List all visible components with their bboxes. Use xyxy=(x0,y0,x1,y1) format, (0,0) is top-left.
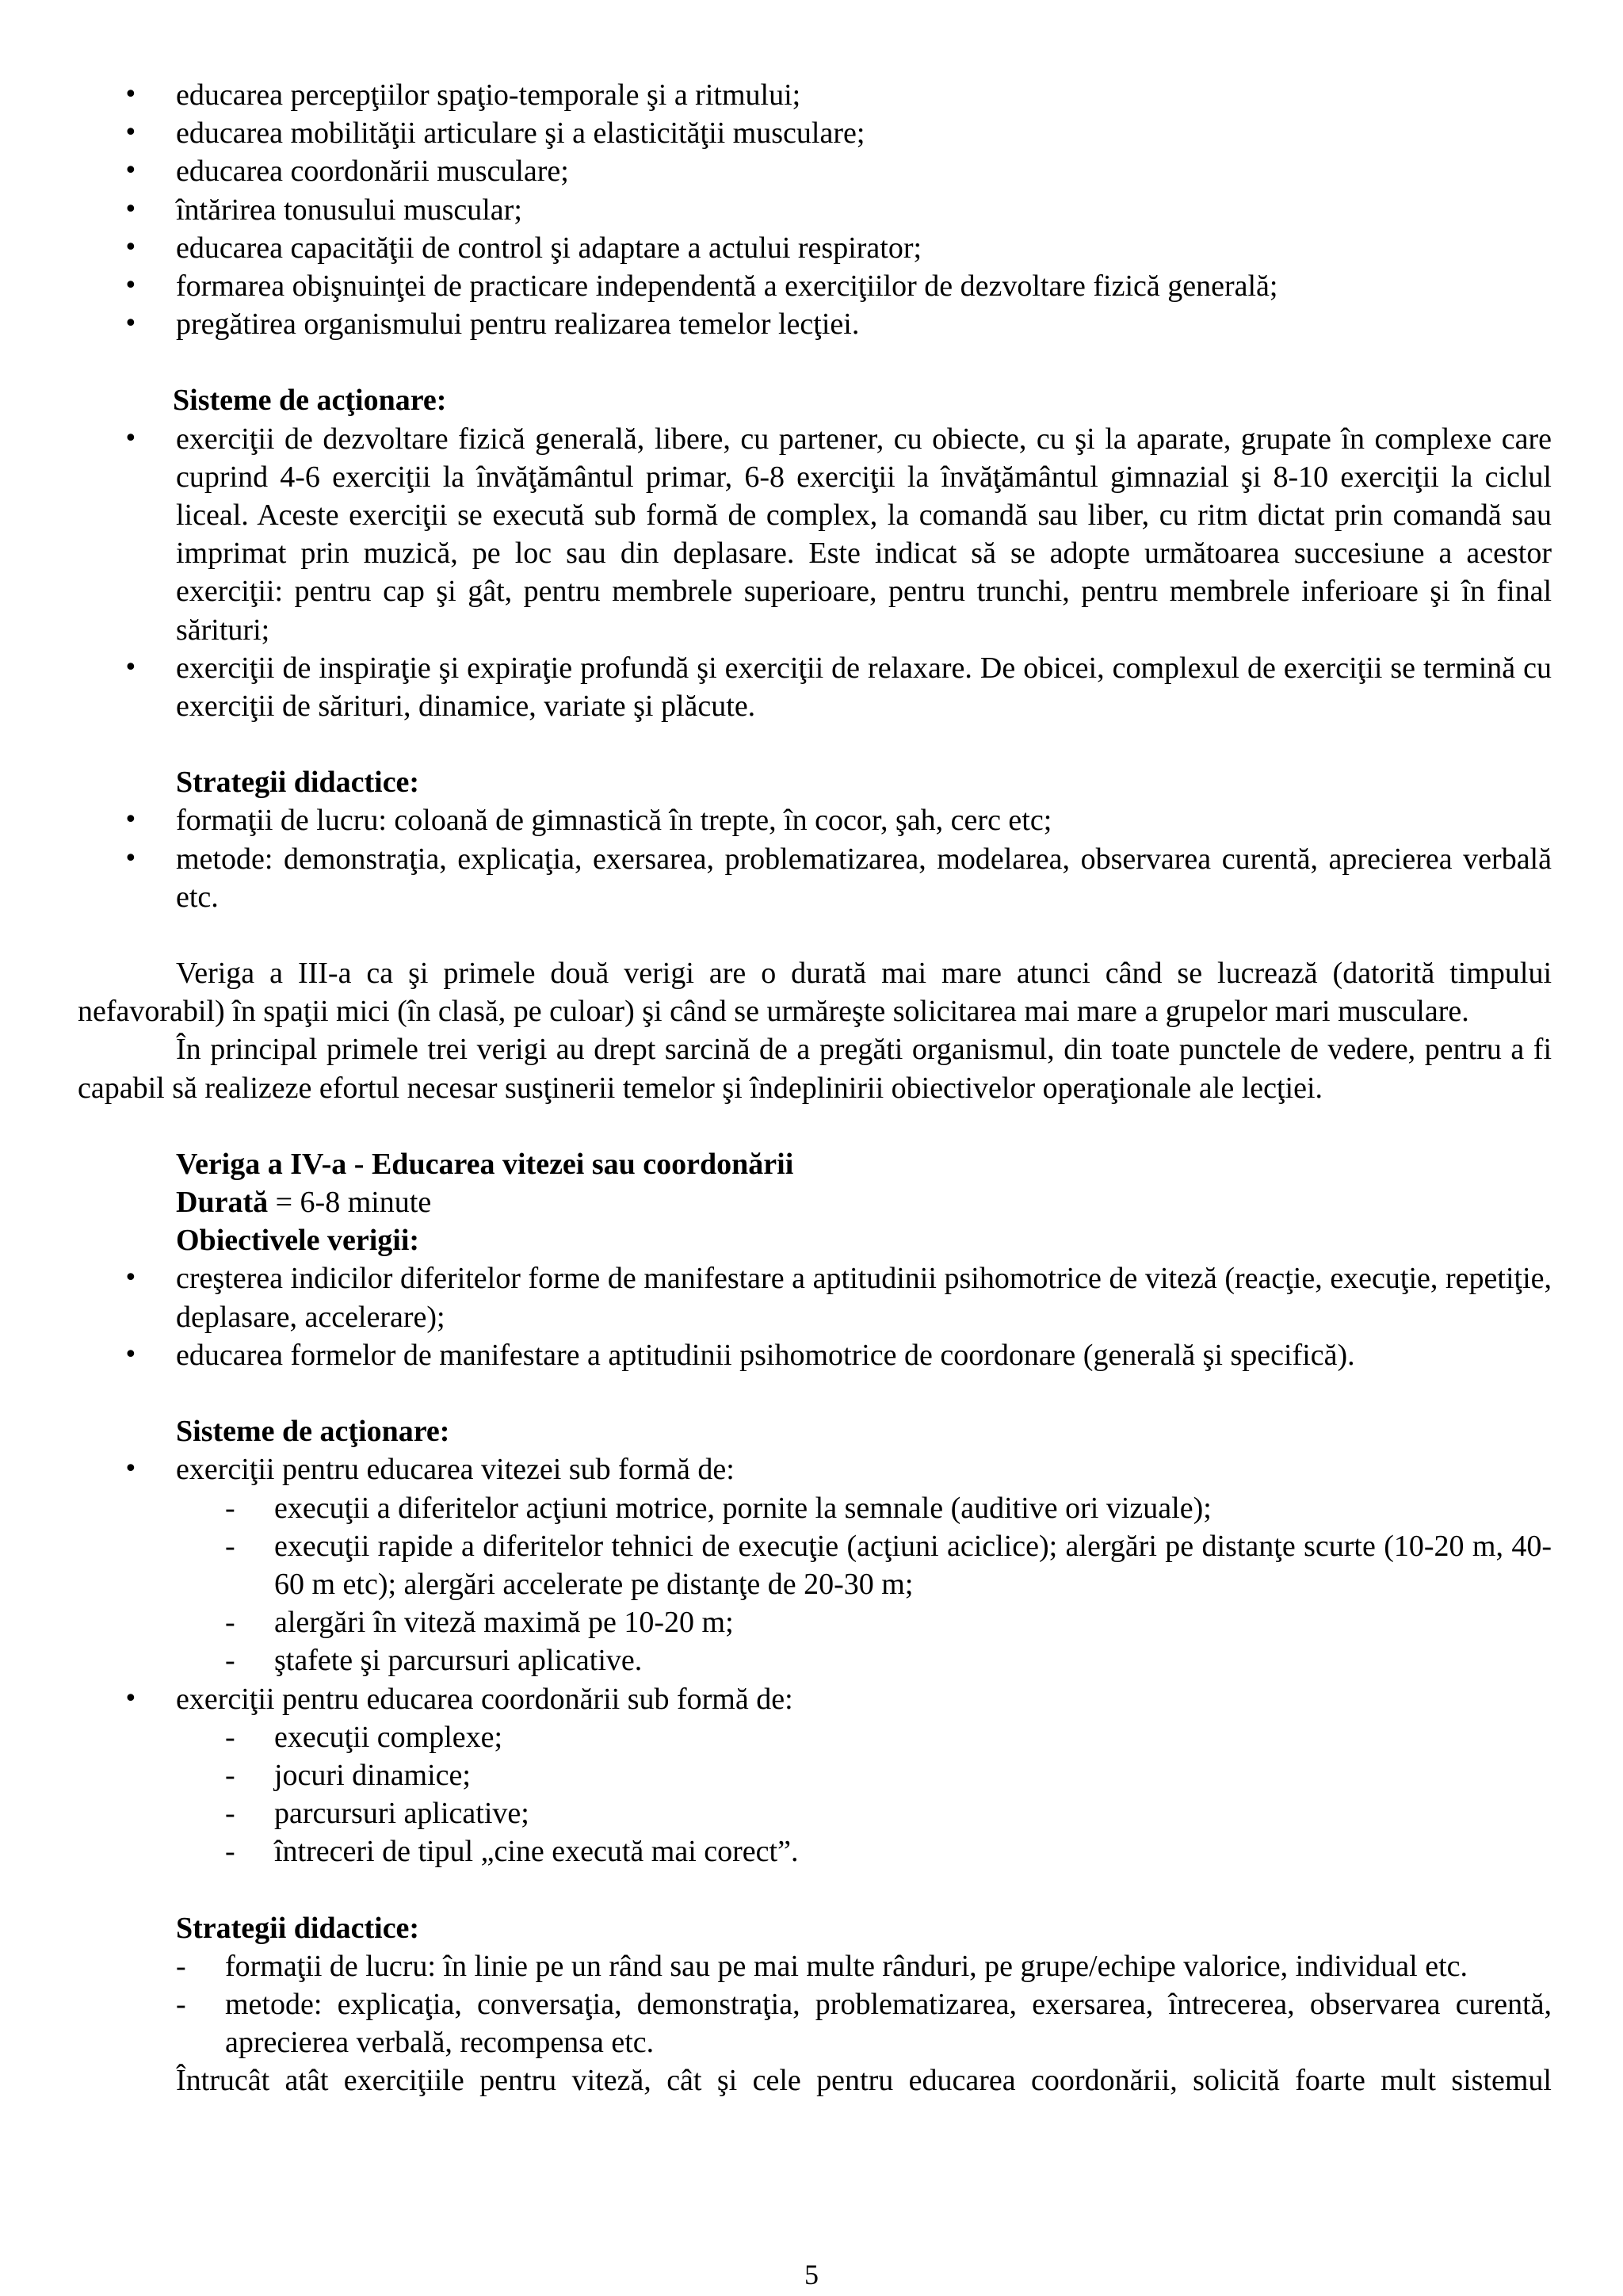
list-item: • exerciţii pentru educarea vitezei sub formă de: xyxy=(78,1450,1552,1488)
sub-list-item: - ştafete şi parcursuri aplicative. xyxy=(78,1641,1552,1679)
list-item: • exerciţii de inspiraţie şi expiraţie profundă şi exerciţii de relaxare. De obicei, complexul de exerciţii se termină cu exerciţii de sărituri, dinamice, variate şi plăcute. xyxy=(78,649,1552,725)
durata-line xyxy=(78,1183,1552,1221)
sub-list-item: - execuţii a diferitelor acţiuni motrice, pornite la semnale (auditive ori vizuale); xyxy=(78,1489,1552,1527)
durata-value: = 6-8 minute xyxy=(268,1186,432,1220)
objectives-list xyxy=(78,76,1552,343)
final-line: Întrucât atât exerciţiile pentru viteză, cât şi cele pentru educarea coordonării, solicită foarte mult sistemul xyxy=(176,2064,1552,2098)
list-item: • exerciţii de dezvoltare fizică generală, libere, cu partener, cu obiecte, cu şi la aparate, grupate în complexe care cuprind 4-6 exerciţii la învăţământul primar, 6-8 exerciţii la învăţământul gimnazial şi 8-10 exerciţii la ciclul liceal. Aceste exerciţii se execută sub formă de complex, la comandă sau liber, cu ritm dictat prin comandă sau imprimat prin muzică, pe loc sau din deplasare. Este indicat să se adopte următoarea succesiune a acestor exerciţii: pentru cap şi gât, pentru membrele superioare, pentru trunchi, pentru membrele inferioare şi în final sărituri; xyxy=(78,420,1552,649)
list-item: • creşterea indicilor diferitelor forme de manifestare a aptitudinii psihomotrice de viteză (reacţie, execuţie, repetiţie, deplasare, accelerare); xyxy=(78,1259,1552,1335)
list-item: • educarea percepţiilor spaţio-temporale şi a ritmului; xyxy=(78,76,1552,114)
sub-list-item: - jocuri dinamice; xyxy=(78,1756,1552,1794)
list-item: • pregătirea organismului pentru realizarea temelor lecţiei. xyxy=(78,305,1552,343)
paragraph: În principal primele trei verigi au drept sarcină de a pregăti organismul, din toate punctele de vedere, pentru a fi capabil să realizeze efortul necesar susţinerii temelor şi îndeplinirii obiectivelor operaţionale ale lecţiei. xyxy=(78,1033,1552,1105)
section-heading-sisteme: Sisteme de acţionare: xyxy=(176,1415,450,1449)
section-heading-sisteme: Sisteme de acţionare: xyxy=(173,384,447,418)
list-item: • exerciţii pentru educarea coordonării sub formă de: xyxy=(78,1680,1552,1718)
section-heading-strategii: Strategii didactice: xyxy=(176,766,420,800)
list-item: • educarea capacităţii de control şi adaptare a actului respirator; xyxy=(78,229,1552,267)
sub-list-item: - alergări în viteză maximă pe 10-20 m; xyxy=(78,1603,1552,1641)
sub-list-item: - întreceri de tipul „cine execută mai corect”. xyxy=(78,1832,1552,1870)
section-heading-strategii: Strategii didactice: xyxy=(176,1911,420,1945)
sub-list-item: - execuţii rapide a diferitelor tehnici de execuţie (acţiuni aciclice); alergări pe distanţe scurte (10-20 m, 40-60 m etc); alergări accelerate pe distanţe de 20-30 m; xyxy=(78,1527,1552,1603)
list-item: • educarea coordonării musculare; xyxy=(78,152,1552,190)
veriga-title: Veriga a IV-a - Educarea vitezei sau coordonării xyxy=(176,1147,794,1181)
list-item: • întărirea tonusului muscular; xyxy=(78,191,1552,229)
dash-list-item: - formaţii de lucru: în linie pe un rând sau pe mai multe rânduri, pe grupe/echipe valorice, individual etc. xyxy=(78,1947,1552,1985)
list-item: • formaţii de lucru: coloană de gimnastică în trepte, în cocor, şah, cerc etc; xyxy=(78,801,1552,839)
dash-list-item: - metode: explicaţia, conversaţia, demonstraţia, problematizarea, exersarea, întrecerea, observarea curentă, aprecierea verbală, recompensa etc. xyxy=(78,1985,1552,2061)
durata-label: Durată xyxy=(176,1186,269,1220)
page-number: 5 xyxy=(804,2259,819,2290)
list-item: • educarea mobilităţii articulare şi a elasticităţii musculare; xyxy=(78,114,1552,152)
page-content xyxy=(78,76,1552,2100)
sub-list-item: - execuţii complexe; xyxy=(78,1718,1552,1756)
list-item: • metode: demonstraţia, explicaţia, exersarea, problematizarea, modelarea, observarea curentă, aprecierea verbală etc. xyxy=(78,840,1552,916)
sub-list-item: - parcursuri aplicative; xyxy=(78,1794,1552,1832)
paragraph: Veriga a III-a ca şi primele două verigi are o durată mai mare atunci când se lucrează (datorită timpului nefavorabil) în spaţii mici (în clasă, pe culoar) şi când se urmăreşte solicitarea mai mare a grupelor mari musculare. xyxy=(78,957,1552,1029)
list-item: • educarea formelor de manifestare a aptitudinii psihomotrice de coordonare (generală şi specifică). xyxy=(78,1336,1552,1374)
list-item: • formarea obişnuinţei de practicare independentă a exerciţiilor de dezvoltare fizică generală; xyxy=(78,267,1552,305)
section-heading-obiective: Obiectivele verigii: xyxy=(176,1224,420,1258)
